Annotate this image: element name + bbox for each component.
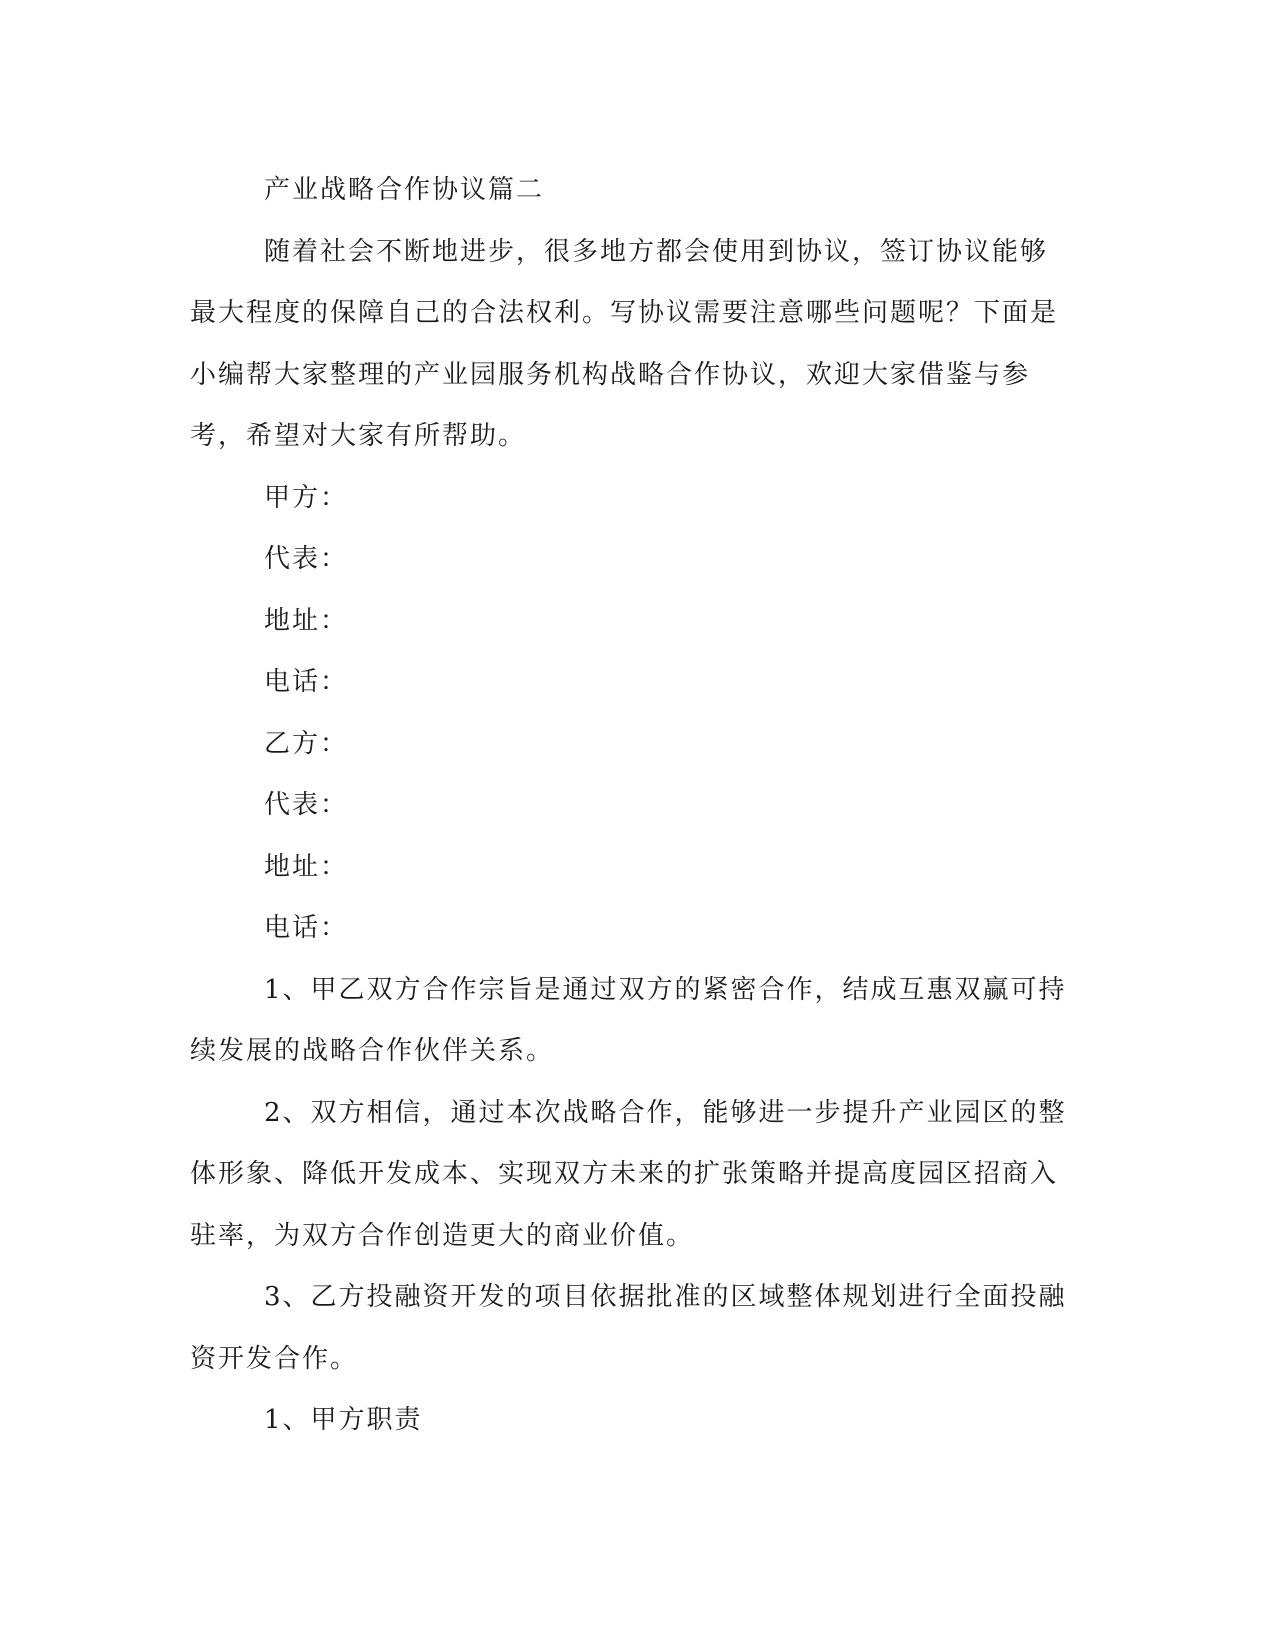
party-b-rep-label: 代表： (264, 790, 349, 820)
party-a-rep-label: 代表： (264, 544, 349, 574)
party-a-phone-label: 电话： (264, 667, 349, 697)
document-title: 产业战略合作协议篇二 (264, 175, 545, 205)
party-b-name-label: 乙方： (264, 728, 349, 759)
clause-paragraph: 1、甲乙双方合作宗旨是通过双方的紧密合作，结成互惠双赢可持续发展的战略合作伙伴关系。 (190, 974, 1067, 1066)
party-a-name-label: 甲方： (264, 482, 349, 513)
clause-paragraph: 3、乙方投融资开发的项目依据批准的区域整体规划进行全面投融资开发合作。 (190, 1282, 1067, 1374)
section-heading: 1、甲方职责 (264, 1405, 423, 1435)
party-a-address-label: 地址： (264, 605, 349, 636)
party-b-phone-label: 电话： (264, 913, 349, 943)
party-b-address-label: 地址： (264, 851, 349, 882)
intro-paragraph: 随着社会不断地进步，很多地方都会使用到协议，签订协议能够最大程度的保障自己的合法权利。写协议需要注意哪些问题呢？下面是小编帮大家整理的产业园服务机构战略合作协议，欢迎大家借鉴与参考，希望对大家有所帮助。 (190, 236, 1059, 451)
clause-paragraph: 2、双方相信，通过本次战略合作，能够进一步提升产业园区的整体形象、降低开发成本、实现双方未来的扩张策略并提高度园区招商入驻率，为双方合作创造更大的商业价值。 (190, 1097, 1067, 1251)
document-body (190, 160, 1070, 1452)
